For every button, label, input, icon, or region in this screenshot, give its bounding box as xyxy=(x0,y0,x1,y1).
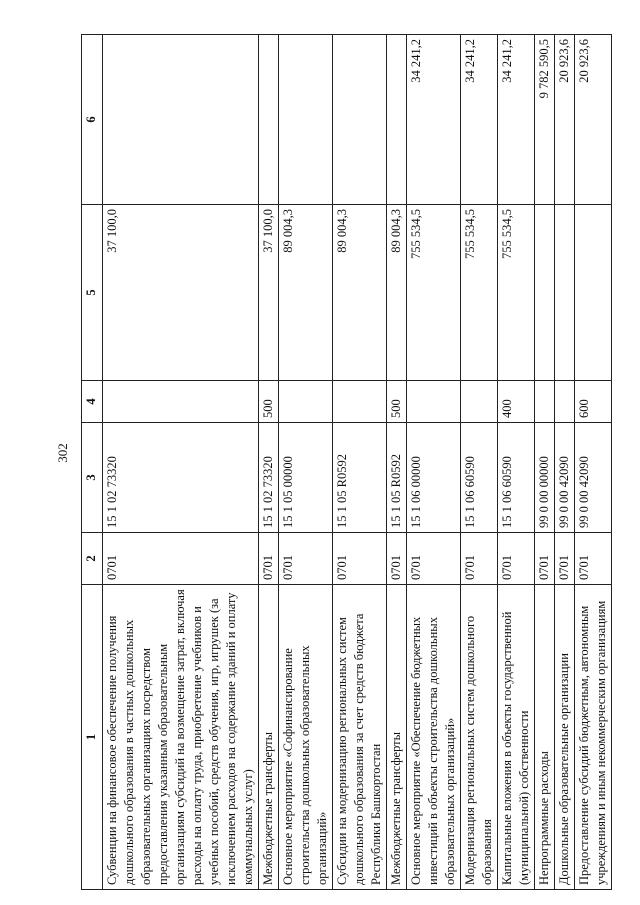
row-value-5: 37 100,0 xyxy=(259,205,279,381)
row-section: 0701 xyxy=(279,533,333,585)
header-col-5: 5 xyxy=(82,205,103,381)
row-name: Субсидии на модернизацию региональных систем дошкольного образования за счет средств бюджета Республики Башкортостан xyxy=(333,585,387,890)
table-row xyxy=(498,35,535,890)
row-name: Межбюджетные трансферты xyxy=(387,585,407,890)
table-row xyxy=(387,35,407,890)
page-number: 302 xyxy=(55,443,70,463)
row-value-5 xyxy=(555,205,575,381)
row-kind xyxy=(535,381,555,423)
row-section: 0701 xyxy=(407,533,461,585)
row-value-5: 37 100,0 xyxy=(103,205,259,381)
row-name: Предоставление субсидий бюджетным, автономным учреждениям и иным некоммерческим организациям xyxy=(575,585,612,890)
table-row xyxy=(407,35,461,890)
row-value-6 xyxy=(279,35,333,205)
row-kind xyxy=(103,381,259,423)
row-section: 0701 xyxy=(461,533,498,585)
row-kind: 500 xyxy=(259,381,279,423)
row-kind: 500 xyxy=(387,381,407,423)
row-section: 0701 xyxy=(333,533,387,585)
table-row xyxy=(279,35,333,890)
row-value-6: 20 923,6 xyxy=(555,35,575,205)
row-value-5: 89 004,3 xyxy=(387,205,407,381)
budget-table xyxy=(81,34,612,890)
row-section: 0701 xyxy=(498,533,535,585)
table-row xyxy=(333,35,387,890)
row-value-6 xyxy=(333,35,387,205)
header-col-3: 3 xyxy=(82,423,103,533)
row-kind xyxy=(279,381,333,423)
row-kind xyxy=(333,381,387,423)
row-code: 15 1 05 R0592 xyxy=(387,423,407,533)
row-section: 0701 xyxy=(555,533,575,585)
row-value-6: 34 241,2 xyxy=(407,35,461,205)
row-code: 15 1 02 73320 xyxy=(259,423,279,533)
table-row xyxy=(461,35,498,890)
row-value-6: 34 241,2 xyxy=(498,35,535,205)
row-value-5: 89 004,3 xyxy=(333,205,387,381)
row-value-6: 9 782 590,5 xyxy=(535,35,555,205)
row-value-6 xyxy=(387,35,407,205)
row-name: Основное мероприятие «Обеспечение бюджетных инвестиций в объекты строительства дошкольных образовательных организаций» xyxy=(407,585,461,890)
row-code: 15 1 06 60590 xyxy=(498,423,535,533)
table-row xyxy=(535,35,555,890)
row-name: Непрограммные расходы xyxy=(535,585,555,890)
row-name: Межбюджетные трансферты xyxy=(259,585,279,890)
row-value-5: 755 534,5 xyxy=(498,205,535,381)
row-code: 15 1 05 R0592 xyxy=(333,423,387,533)
row-code: 99 0 00 42090 xyxy=(555,423,575,533)
row-code: 15 1 06 60590 xyxy=(461,423,498,533)
row-value-6: 34 241,2 xyxy=(461,35,498,205)
row-name: Основное мероприятие «Софинансирование строительства дошкольных образовательных организаций» xyxy=(279,585,333,890)
row-kind: 600 xyxy=(575,381,612,423)
rotated-page-content xyxy=(81,35,608,890)
table-row xyxy=(575,35,612,890)
row-code: 15 1 02 73320 xyxy=(103,423,259,533)
row-value-5: 89 004,3 xyxy=(279,205,333,381)
row-code: 99 0 00 00000 xyxy=(535,423,555,533)
table-row xyxy=(555,35,575,890)
header-row xyxy=(82,35,103,890)
row-value-5 xyxy=(535,205,555,381)
row-section: 0701 xyxy=(575,533,612,585)
row-code: 15 1 05 00000 xyxy=(279,423,333,533)
row-kind: 400 xyxy=(498,381,535,423)
row-name: Капитальные вложения в объекты государственной (муниципальной) собственности xyxy=(498,585,535,890)
row-value-6 xyxy=(103,35,259,205)
row-code: 15 1 06 00000 xyxy=(407,423,461,533)
row-kind xyxy=(407,381,461,423)
row-value-6 xyxy=(259,35,279,205)
row-section: 0701 xyxy=(259,533,279,585)
header-col-2: 2 xyxy=(82,533,103,585)
header-col-4: 4 xyxy=(82,381,103,423)
row-value-5: 755 534,5 xyxy=(407,205,461,381)
row-kind xyxy=(555,381,575,423)
row-name: Субвенции на финансовое обеспечение получения дошкольного образования в частных дошкольных образовательных организациях посредством предоставления указанным образовательным организациям субсидий на возмещение затрат, включая расходы на оплату труда, приобретение учебников и учебных пособий, средств обучения, игр, игрушек (за исключением расходов на содержание зданий и оплату коммунальных услуг) xyxy=(103,585,259,890)
row-value-5 xyxy=(575,205,612,381)
row-name: Дошкольные образовательные организации xyxy=(555,585,575,890)
table-row xyxy=(103,35,259,890)
row-name: Модернизация региональных систем дошкольного образования xyxy=(461,585,498,890)
row-value-5: 755 534,5 xyxy=(461,205,498,381)
header-col-6: 6 xyxy=(82,35,103,205)
row-section: 0701 xyxy=(535,533,555,585)
row-kind xyxy=(461,381,498,423)
row-section: 0701 xyxy=(387,533,407,585)
header-col-1: 1 xyxy=(82,585,103,890)
table-row xyxy=(259,35,279,890)
row-value-6: 20 923,6 xyxy=(575,35,612,205)
row-code: 99 0 00 42090 xyxy=(575,423,612,533)
row-section: 0701 xyxy=(103,533,259,585)
